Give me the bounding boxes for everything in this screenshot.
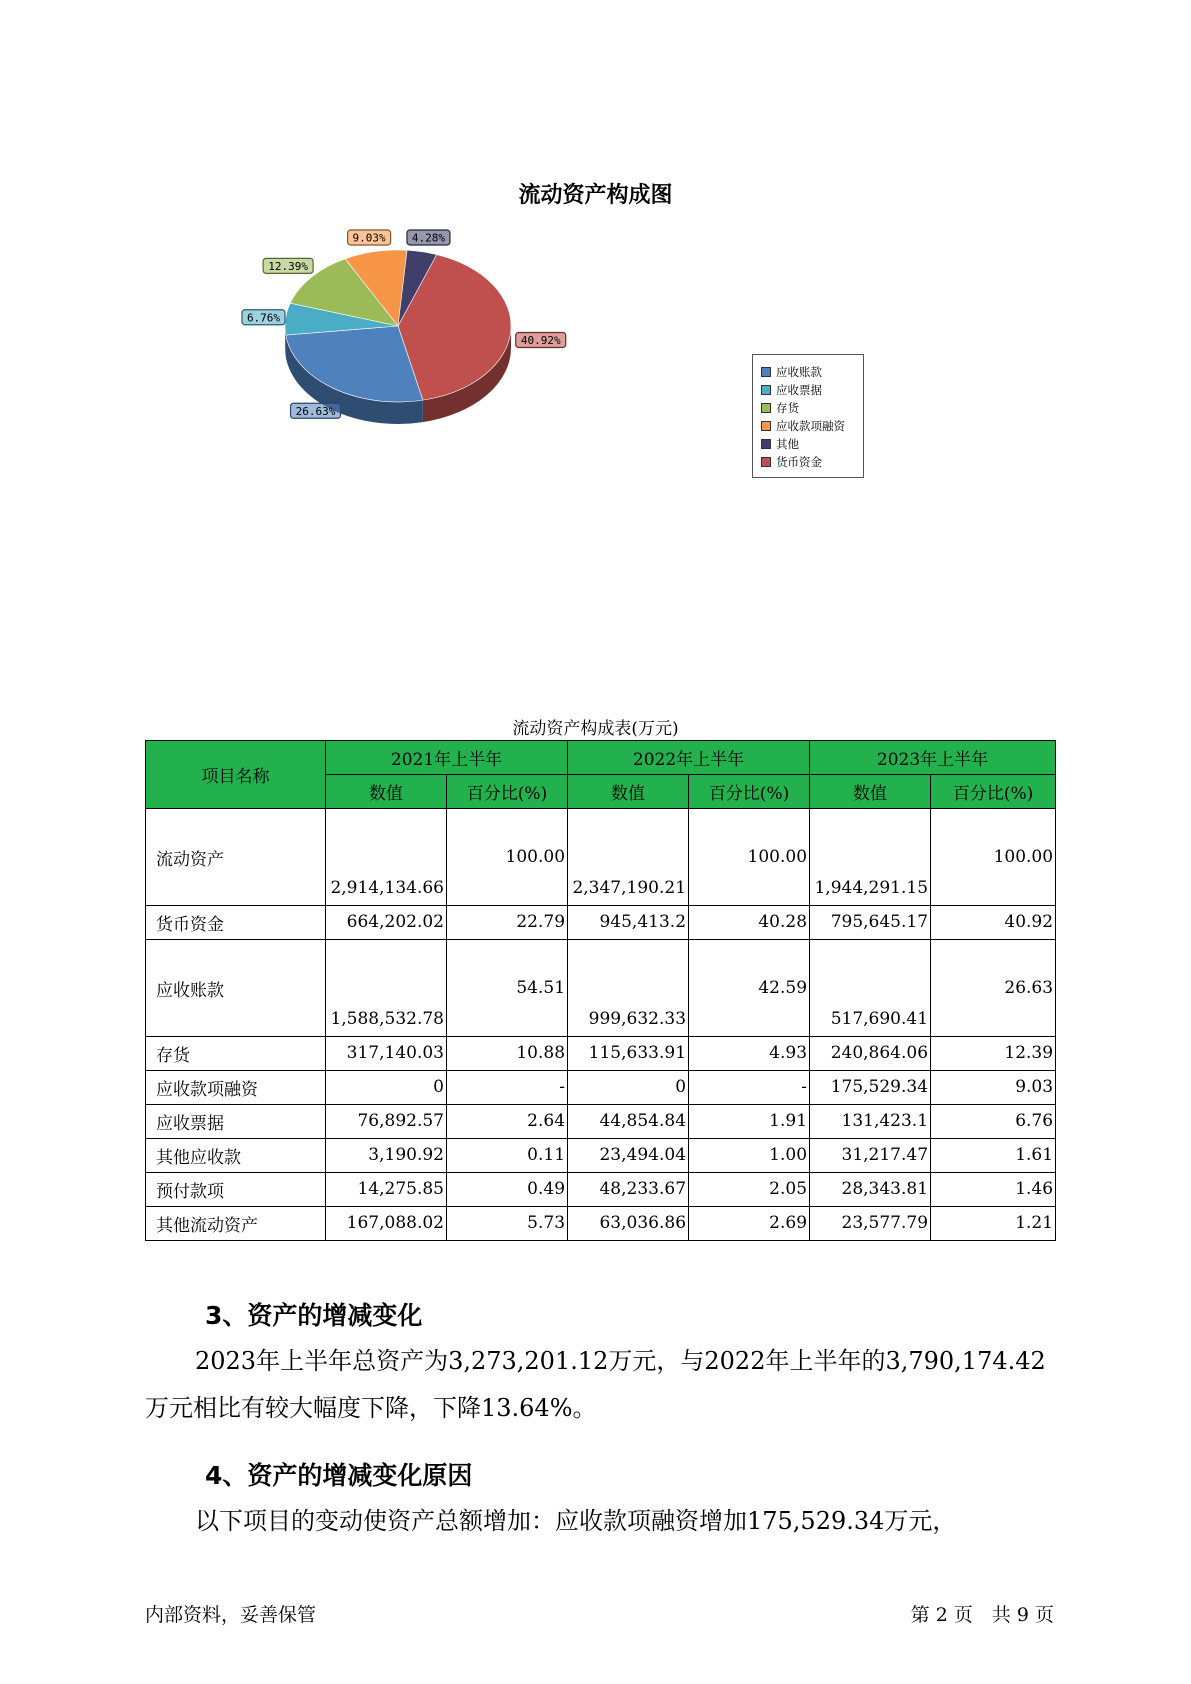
pie-label-text: 6.76% [246,311,281,325]
cell-value-2022: 945,413.2 [568,906,689,940]
header-period-2021: 2021年上半年 [326,741,568,775]
cell-value-2022: 48,233.67 [568,1173,689,1207]
cell-percent-2022: 1.91 [689,1105,810,1139]
cell-percent-2023: 26.63 [931,940,1056,1037]
row-label: 货币资金 [146,906,326,940]
legend-label: 应收票据 [776,383,822,397]
chart-legend [752,354,864,478]
pie-data-label [242,310,285,325]
cell-value-2023: 28,343.81 [810,1173,931,1207]
header-item-name: 项目名称 [146,741,326,809]
row-label: 预付款项 [146,1173,326,1207]
footer-page-number: 第 2 页 共 9 页 [910,1604,1054,1626]
pie-label-text: 12.39% [268,259,308,273]
header-sub-value: 数值 [810,775,931,809]
row-label: 应收票据 [146,1105,326,1139]
header-period-2023: 2023年上半年 [810,741,1056,775]
cell-percent-2021: 54.51 [447,940,568,1037]
legend-swatch [761,421,771,431]
table-row [146,1207,1056,1241]
table-caption: 流动资产构成表(万元) [512,719,679,739]
table-row [146,1105,1056,1139]
cell-percent-2023: 100.00 [931,809,1056,906]
section-3-text: 2023年上半年总资产为3,273,201.12万元，与2022年上半年的3,790,174.42万元相比有较大幅度下降，下降13.64%。 [145,1347,1046,1422]
cell-percent-2022: - [689,1071,810,1105]
section-3-heading: 3、资产的增减变化 [205,1301,423,1330]
cell-percent-2023: 6.76 [931,1105,1056,1139]
legend-label: 应收账款 [776,365,822,379]
cell-value-2023: 131,423.1 [810,1105,931,1139]
cell-percent-2023: 12.39 [931,1037,1056,1071]
cell-value-2021: 3,190.92 [326,1139,447,1173]
table-row [146,1173,1056,1207]
cell-percent-2021: 10.88 [447,1037,568,1071]
cell-percent-2022: 2.69 [689,1207,810,1241]
cell-percent-2021: 100.00 [447,809,568,906]
cell-value-2021: 14,275.85 [326,1173,447,1207]
section-3-paragraph [145,1338,1055,1432]
cell-percent-2023: 1.46 [931,1173,1056,1207]
legend-item [761,435,857,453]
legend-label: 存货 [776,401,799,415]
legend-item [761,417,857,435]
cell-value-2021: 0 [326,1071,447,1105]
pie-label-text: 4.28% [411,231,446,245]
cell-percent-2021: 0.11 [447,1139,568,1173]
legend-swatch [761,385,771,395]
table-row [146,809,1056,906]
cell-percent-2023: 9.03 [931,1071,1056,1105]
pie-label-text: 9.03% [352,231,386,245]
cell-percent-2023: 1.61 [931,1139,1056,1173]
cell-percent-2021: - [447,1071,568,1105]
legend-swatch [761,367,771,377]
legend-item [761,453,857,471]
cell-value-2022: 44,854.84 [568,1105,689,1139]
section-4-heading: 4、资产的增减变化原因 [205,1461,473,1490]
table-row [146,1139,1056,1173]
cell-value-2023: 23,577.79 [810,1207,931,1241]
header-sub-percent: 百分比(%) [447,775,568,809]
cell-value-2021: 167,088.02 [326,1207,447,1241]
cell-value-2021: 317,140.03 [326,1037,447,1071]
current-assets-table [145,740,1056,1241]
cell-value-2022: 2,347,190.21 [568,809,689,906]
cell-value-2022: 999,632.33 [568,940,689,1037]
legend-swatch [761,439,771,449]
cell-percent-2023: 1.21 [931,1207,1056,1241]
cell-percent-2021: 5.73 [447,1207,568,1241]
header-period-2022: 2022年上半年 [568,741,810,775]
cell-value-2021: 1,588,532.78 [326,940,447,1037]
legend-label: 其他 [776,437,799,451]
cell-value-2022: 115,633.91 [568,1037,689,1071]
pie-data-label [516,332,566,347]
pie-label-text: 40.92% [520,333,561,347]
cell-percent-2022: 100.00 [689,809,810,906]
cell-value-2022: 0 [568,1071,689,1105]
pie-data-label [263,258,313,273]
row-label: 其他流动资产 [146,1207,326,1241]
cell-percent-2023: 40.92 [931,906,1056,940]
footer-confidential-note: 内部资料，妥善保管 [145,1604,317,1626]
row-label: 其他应收款 [146,1139,326,1173]
table-row [146,906,1056,940]
row-label: 流动资产 [146,809,326,906]
chart-title: 流动资产构成图 [518,183,673,208]
legend-item [761,363,857,381]
cell-value-2021: 2,914,134.66 [326,809,447,906]
header-sub-value: 数值 [568,775,689,809]
cell-value-2023: 31,217.47 [810,1139,931,1173]
cell-percent-2022: 42.59 [689,940,810,1037]
cell-value-2021: 76,892.57 [326,1105,447,1139]
table-row [146,1071,1056,1105]
cell-value-2022: 23,494.04 [568,1139,689,1173]
table-row [146,940,1056,1037]
pie-label-text: 26.63% [295,404,336,418]
cell-value-2023: 175,529.34 [810,1071,931,1105]
cell-percent-2022: 40.28 [689,906,810,940]
cell-value-2021: 664,202.02 [326,906,447,940]
legend-label: 应收款项融资 [776,419,845,433]
legend-item [761,381,857,399]
cell-percent-2022: 2.05 [689,1173,810,1207]
pie-data-label [407,230,450,245]
cell-percent-2022: 1.00 [689,1139,810,1173]
pie-data-label [348,230,391,245]
header-sub-percent: 百分比(%) [689,775,810,809]
table-row [146,1037,1056,1071]
cell-percent-2021: 22.79 [447,906,568,940]
pie-data-label [291,403,341,418]
cell-percent-2021: 2.64 [447,1105,568,1139]
row-label: 存货 [146,1037,326,1071]
cell-value-2023: 795,645.17 [810,906,931,940]
cell-value-2023: 1,944,291.15 [810,809,931,906]
row-label: 应收账款 [146,940,326,1037]
cell-value-2023: 517,690.41 [810,940,931,1037]
legend-swatch [761,457,771,467]
legend-item [761,399,857,417]
section-4-text: 以下项目的变动使资产总额增加：应收款项融资增加175,529.34万元， [195,1507,957,1535]
section-4-paragraph [145,1498,1055,1545]
header-sub-value: 数值 [326,775,447,809]
header-sub-percent: 百分比(%) [931,775,1056,809]
cell-value-2023: 240,864.06 [810,1037,931,1071]
cell-percent-2021: 0.49 [447,1173,568,1207]
legend-swatch [761,403,771,413]
pie-chart [240,228,570,468]
cell-value-2022: 63,036.86 [568,1207,689,1241]
row-label: 应收款项融资 [146,1071,326,1105]
legend-label: 货币资金 [776,455,822,469]
cell-percent-2022: 4.93 [689,1037,810,1071]
